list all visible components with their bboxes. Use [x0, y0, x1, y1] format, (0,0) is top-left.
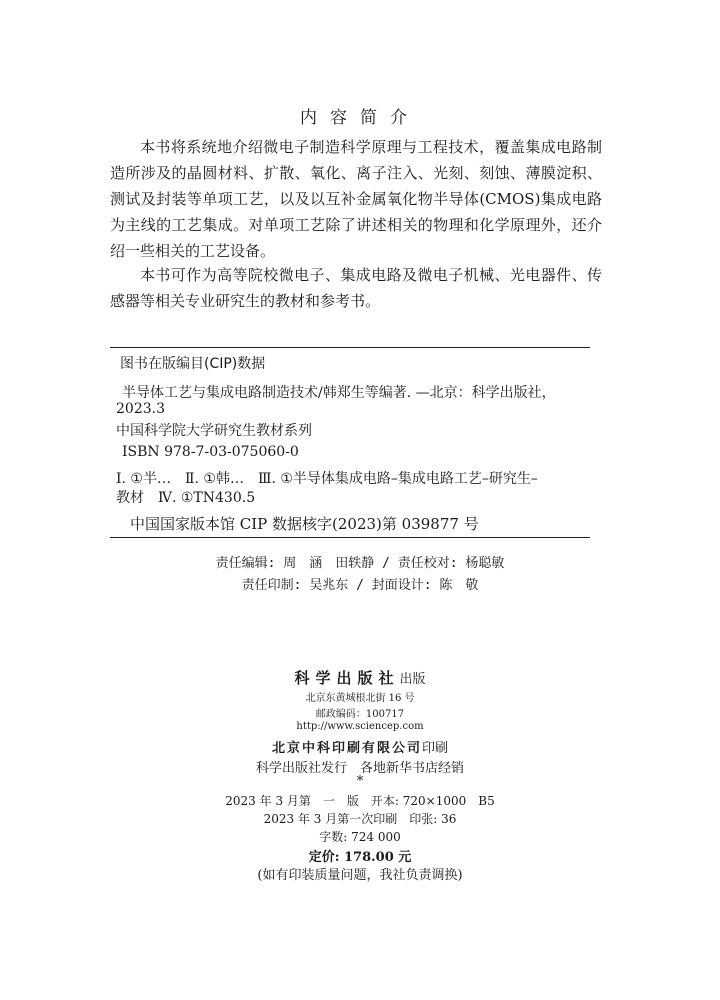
cip-heading: 图书在版编目(CIP)数据	[120, 356, 266, 372]
publisher-postcode: 邮政编码：100717	[315, 709, 405, 720]
cip-title-line-cont: 2023.3	[116, 401, 165, 417]
cip-classification-line-cont: 教材 Ⅳ. ①TN430.5	[116, 490, 256, 506]
summary-paragraph-1: 本书将系统地介绍微电子制造科学原理与工程技术，覆盖集成电路制造所涉及的晶圆材料、扩散、氧化、离子注入、光刻、刻蚀、薄膜淀积、测试及封装等单项工艺，以及以互补金属氧化物半导体(CMOS)集成电路为主线的工艺集成。对单项工艺除了讲述相关的物理和化学原理外，还介绍一些相关的工艺设备。	[110, 138, 602, 260]
printing-line: 2023 年 3 月第一次印刷 印张: 36	[263, 812, 457, 826]
edition-line: 2023 年 3 月第 一 版 开本: 720×1000 B5	[225, 794, 495, 808]
printer-name: 北京中科印刷有限公司	[271, 741, 422, 756]
publisher-address: 北京东黄城根北街 16 号	[305, 693, 415, 704]
printer-line	[0, 737, 720, 756]
cip-isbn-line: ISBN 978-7-03-075060-0	[122, 444, 299, 460]
printer-suffix: 印刷	[422, 741, 449, 756]
distribution-line: 科学出版社发行 各地新华书店经销	[255, 761, 464, 776]
cip-record-number: 中国国家版本馆 CIP 数据核字(2023)第 039877 号	[130, 515, 479, 533]
quality-notice: (如有印装质量问题，我社负责调换)	[257, 868, 463, 883]
publisher-url: http://www.sciencep.com	[296, 721, 424, 732]
staff-editors: 责任编辑: 周 涵 田轶静 / 责任校对: 杨聪敏	[215, 556, 505, 571]
wordcount-line: 字数: 724 000	[319, 830, 401, 844]
publisher-line	[0, 667, 720, 688]
cip-series-line: 中国科学院大学研究生教材系列	[116, 423, 312, 439]
cip-classification-line: Ⅰ. ①半… Ⅱ. ①韩… Ⅲ. ①半导体集成电路–集成电路工艺–研究生–	[116, 471, 538, 487]
cip-bottom-rule	[110, 537, 590, 538]
cip-title-line: 半导体工艺与集成电路制造技术/韩郑生等编著. —北京：科学出版社，	[122, 385, 556, 401]
summary-title: 内容简介	[300, 108, 420, 128]
separator-star: *	[356, 774, 364, 789]
summary-paragraph-2: 本书可作为高等院校微电子、集成电路及微电子机械、光电器件、传感器等相关专业研究生的教材和参考书。	[110, 266, 602, 310]
price-line: 定价: 178.00 元	[308, 850, 412, 865]
publisher-name: 科学出版社	[294, 669, 400, 687]
publisher-suffix: 出版	[399, 672, 426, 687]
cip-top-rule	[110, 347, 590, 348]
staff-production: 责任印制: 吴兆东 / 封面设计: 陈 敬	[241, 578, 479, 593]
